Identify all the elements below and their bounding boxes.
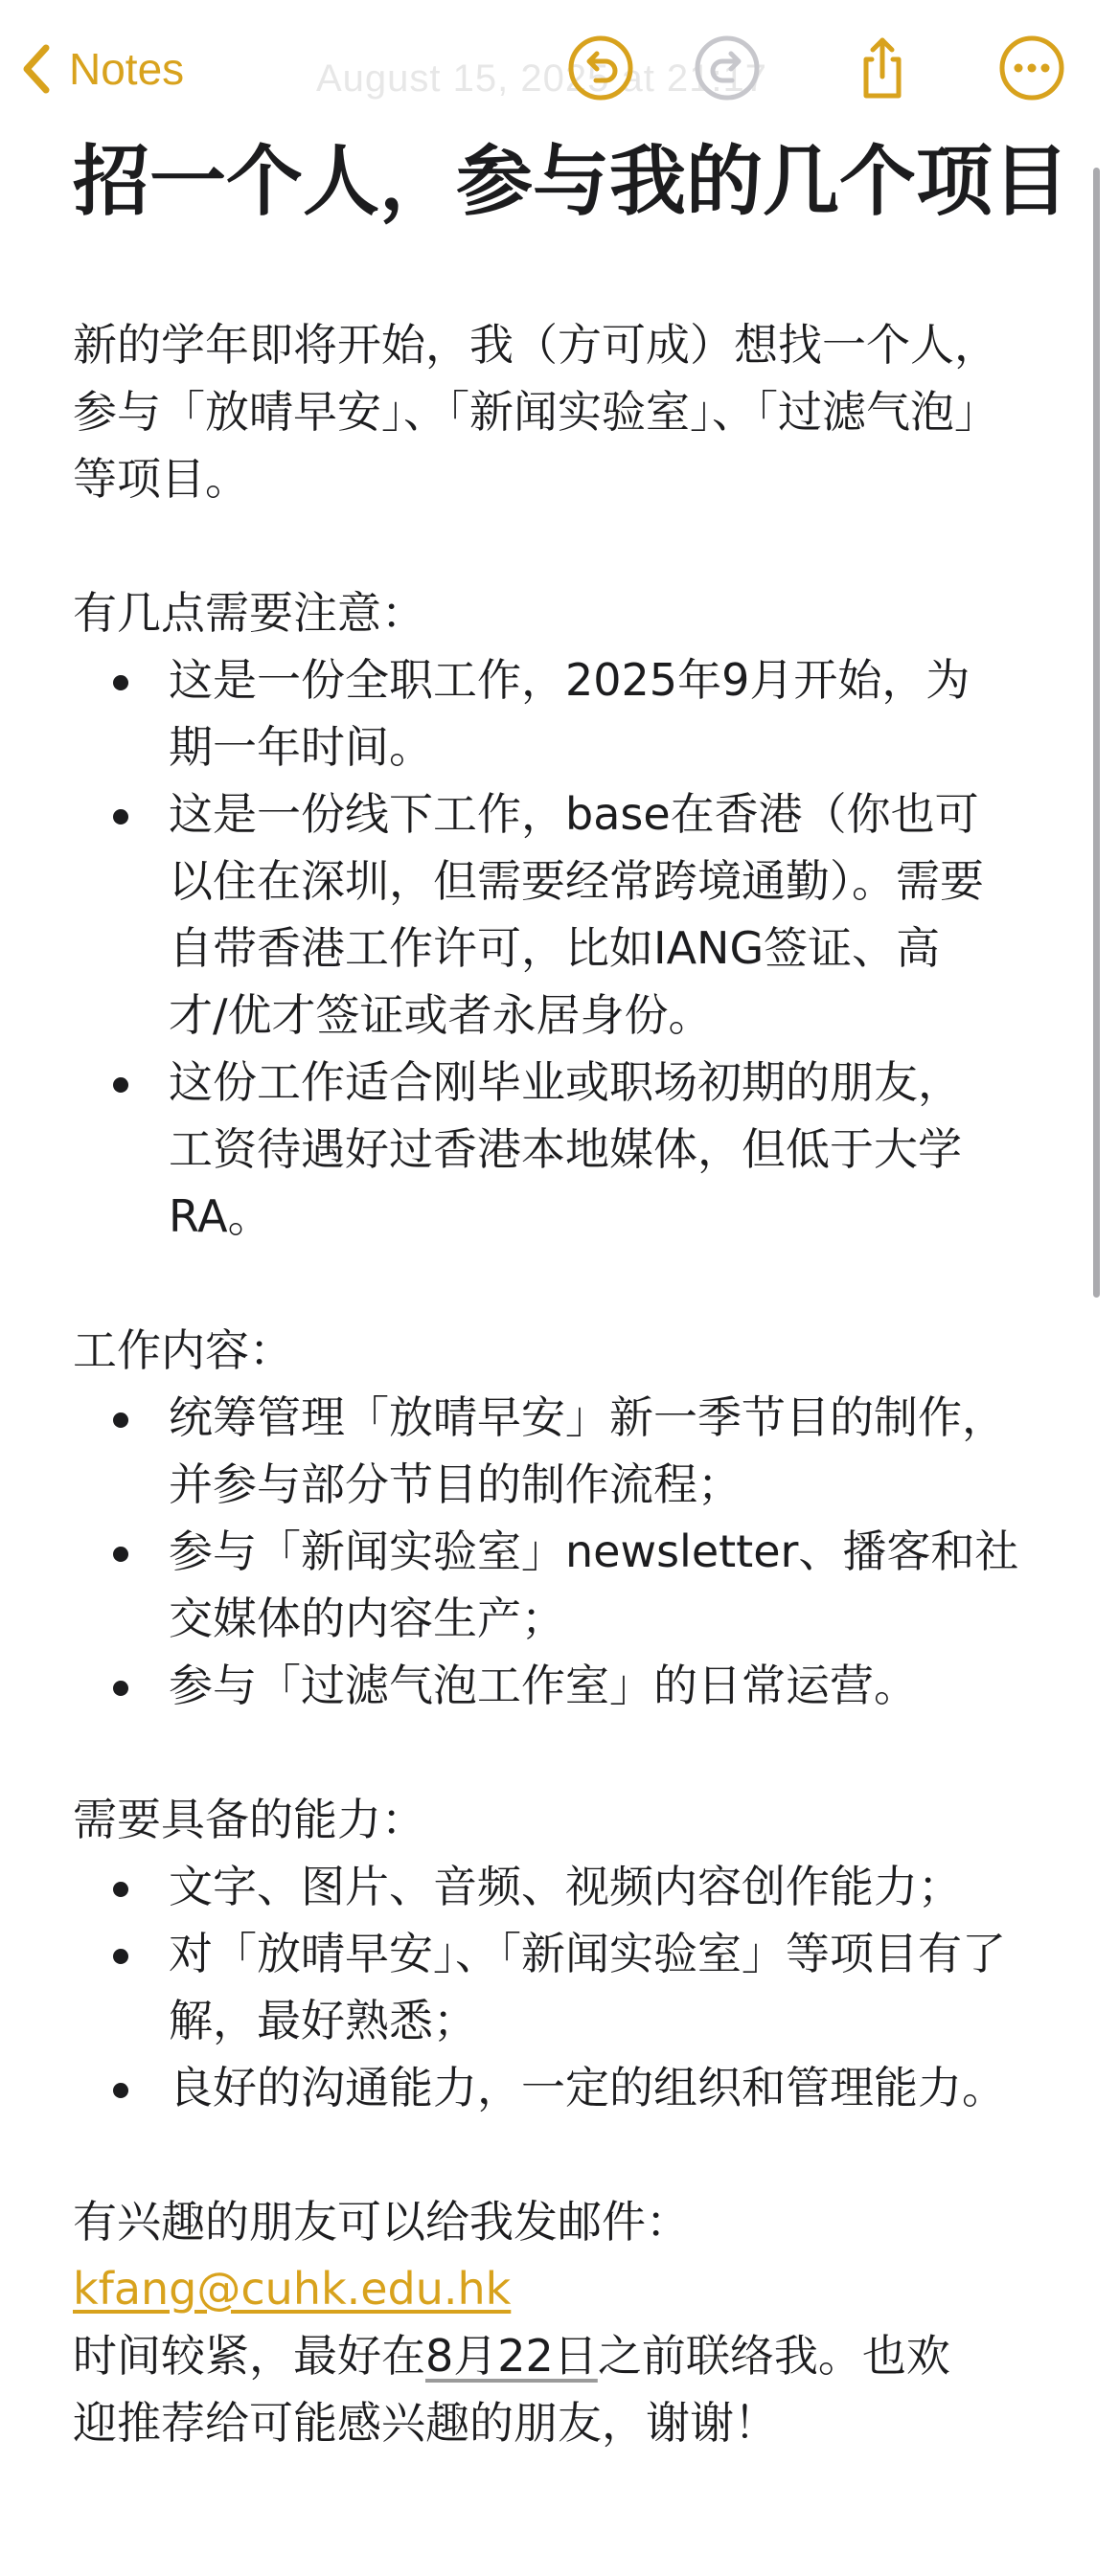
- date-link[interactable]: 8月22日: [425, 2330, 598, 2382]
- bullet-dot: [113, 2083, 128, 2098]
- back-label: Notes: [69, 44, 185, 94]
- redo-button[interactable]: [692, 33, 763, 103]
- scroll-indicator[interactable]: [1093, 168, 1100, 1298]
- list-item: 参与「新闻实验室」newsletter、播客和社 交媒体的内容生产；: [73, 1518, 1050, 1652]
- share-button[interactable]: [847, 33, 918, 103]
- chevron-left-icon: [17, 40, 56, 98]
- bullet-dot: [113, 1547, 128, 1562]
- note-date-faded: August 15, 2025 at 21:17: [316, 57, 768, 100]
- note-body[interactable]: [73, 124, 1069, 2456]
- list-item: 参与「过滤气泡工作室」的日常运营。: [73, 1652, 1050, 1719]
- bullet-dot: [113, 809, 128, 825]
- list-item: 对「放晴早安」、「新闻实验室」等项目有了 解，最好熟悉；: [73, 1920, 1050, 2054]
- email-link[interactable]: kfang@cuhk.edu.hk: [73, 2263, 512, 2315]
- redo-circle-icon: [692, 33, 763, 103]
- bullet-dot: [113, 1412, 128, 1428]
- intro-line: 新的学年即将开始，我（方可成）想找一个人，: [73, 319, 998, 371]
- skills-heading: 需要具备的能力：: [73, 1794, 425, 1845]
- undo-circle-icon: [565, 33, 636, 103]
- note-title: 招一个人，参与我的几个项目: [73, 137, 1069, 226]
- bullet-dot: [113, 1949, 128, 1964]
- contact-line: 迎推荐给可能感兴趣的朋友，谢谢！: [73, 2397, 778, 2449]
- bullet-dot: [113, 675, 128, 690]
- more-button[interactable]: [996, 33, 1067, 103]
- list-item: 这份工作适合刚毕业或职场初期的朋友， 工资待遇好过香港本地媒体，但低于大学 RA。: [73, 1049, 1050, 1250]
- intro-line: 参与「放晴早安」、「新闻实验室」、「过滤气泡」: [73, 386, 998, 438]
- back-button[interactable]: [17, 38, 184, 100]
- ellipsis-circle-icon: [996, 33, 1067, 103]
- bullet-dot: [113, 1882, 128, 1897]
- work-list: [73, 1384, 1050, 1719]
- work-heading: 工作内容：: [73, 1324, 293, 1376]
- list-item: 统筹管理「放晴早安」新一季节目的制作， 并参与部分节目的制作流程；: [73, 1384, 1050, 1518]
- navigation-bar: [0, 0, 1119, 144]
- bullet-dot: [113, 1077, 128, 1093]
- contact-line: 时间较紧，最好在8月22日之前联络我。也欢: [73, 2330, 950, 2382]
- intro-line: 等项目。: [73, 453, 249, 505]
- skills-list: [73, 1853, 1050, 2121]
- contact-intro: 有兴趣的朋友可以给我发邮件：: [73, 2196, 690, 2248]
- notice-heading: 有几点需要注意：: [73, 587, 425, 639]
- list-item: 良好的沟通能力，一定的组织和管理能力。: [73, 2054, 1050, 2121]
- list-item: 文字、图片、音频、视频内容创作能力；: [73, 1853, 1050, 1920]
- undo-button[interactable]: [565, 33, 636, 103]
- intro-paragraph: [73, 311, 1050, 512]
- list-item: 这是一份线下工作，base在香港（你也可 以住在深圳，但需要经常跨境通勤）。需要 自带香港工作许可，比如IANG签证、高 才/优才签证或者永居身份。: [73, 780, 1050, 1049]
- share-icon: [847, 33, 918, 103]
- list-item: 这是一份全职工作，2025年9月开始，为 期一年时间。: [73, 646, 1050, 780]
- notice-list: [73, 646, 1050, 1250]
- bullet-dot: [113, 1681, 128, 1696]
